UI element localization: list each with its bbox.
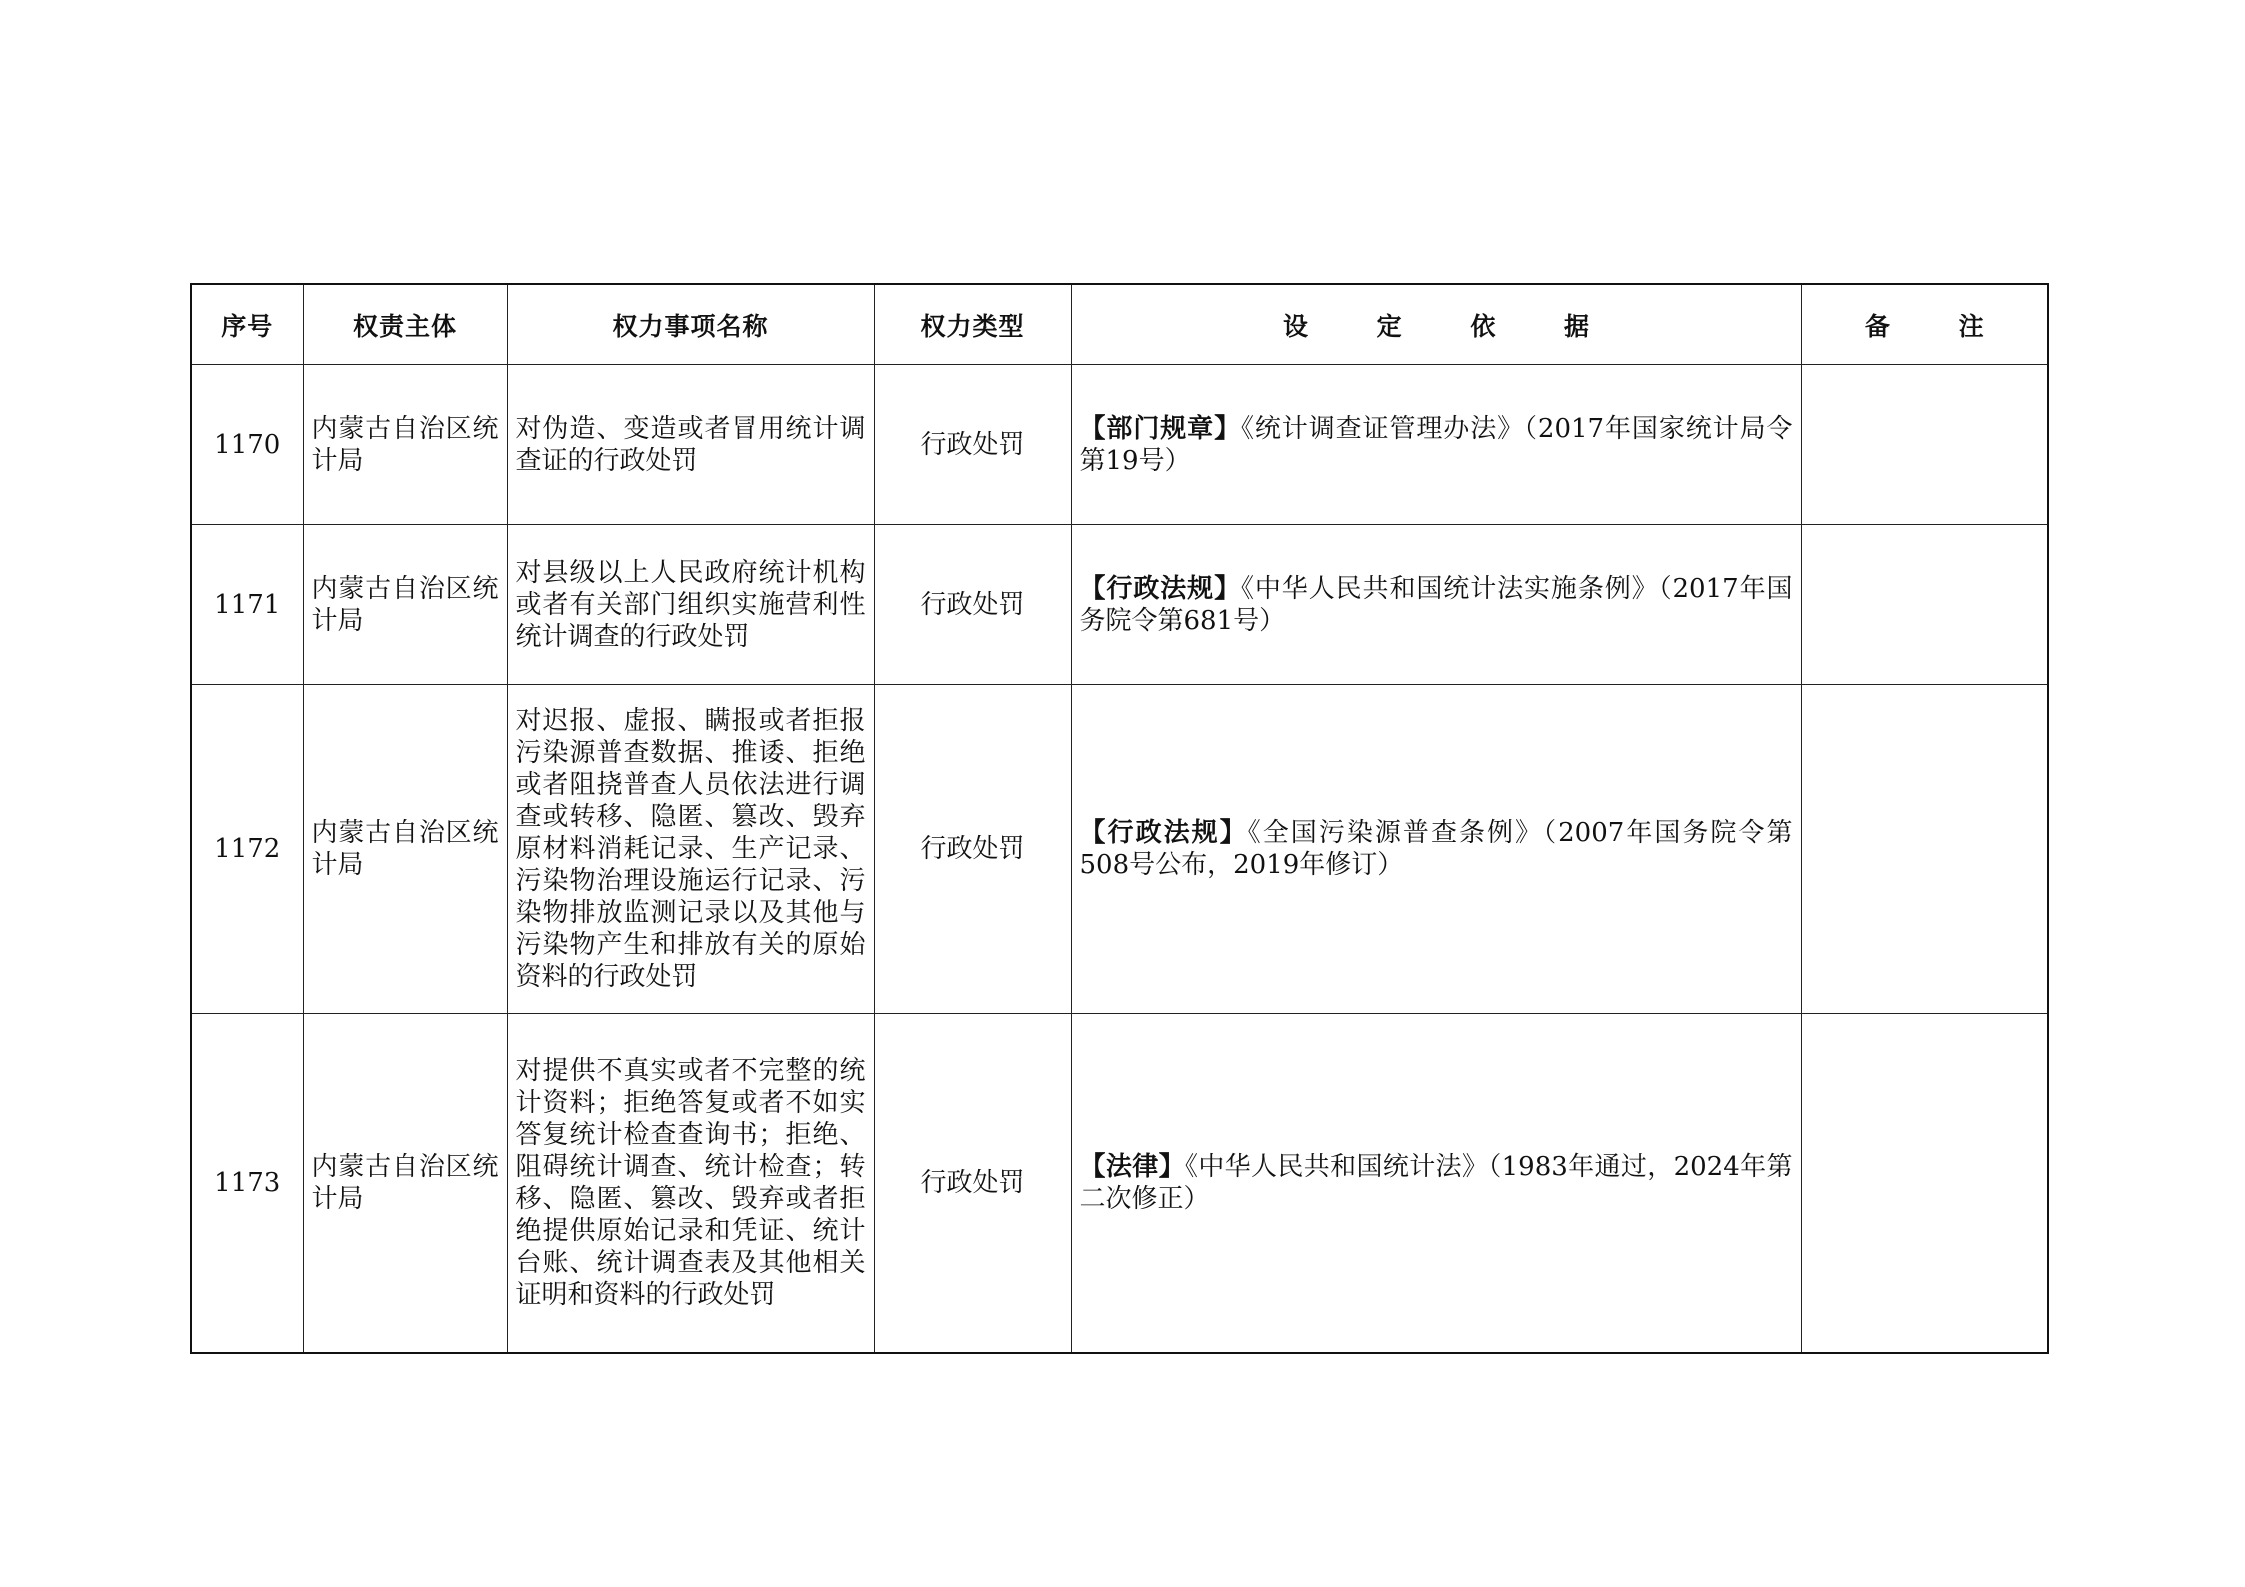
cell-power-type: 行政处罚 <box>874 1014 1071 1354</box>
cell-item-name: 对县级以上人民政府统计机构或者有关部门组织实施营利性统计调查的行政处罚 <box>507 525 874 685</box>
basis-category: 【部门规章】 <box>1079 413 1241 444</box>
basis-text: 《全国污染源普查条例》（2007年国务院令第508号公布，2019年修订） <box>1079 818 1793 880</box>
cell-note <box>1801 365 2048 525</box>
cell-seq: 1172 <box>191 685 303 1014</box>
header-item-name: 权力事项名称 <box>507 284 874 365</box>
header-note: 备 注 <box>1801 284 2048 365</box>
table-row <box>191 685 2048 1014</box>
cell-note <box>1801 1014 2048 1354</box>
cell-power-type: 行政处罚 <box>874 525 1071 685</box>
cell-subject: 内蒙古自治区统计局 <box>303 685 507 1014</box>
power-list-table <box>190 283 2049 1354</box>
basis-text: 《统计调查证管理办法》（2017年国家统计局令第19号） <box>1079 413 1793 476</box>
cell-power-type: 行政处罚 <box>874 365 1071 525</box>
cell-legal-basis <box>1071 685 1801 1014</box>
cell-item-name: 对伪造、变造或者冒用统计调查证的行政处罚 <box>507 365 874 525</box>
cell-note <box>1801 685 2048 1014</box>
basis-category: 【法律】 <box>1079 1152 1185 1182</box>
basis-text: 《中华人民共和国统计法实施条例》（2017年国务院令第681号） <box>1079 573 1793 636</box>
cell-note <box>1801 525 2048 685</box>
header-power-type: 权力类型 <box>874 284 1071 365</box>
cell-subject: 内蒙古自治区统计局 <box>303 365 507 525</box>
header-legal-basis: 设 定 依 据 <box>1071 284 1801 365</box>
cell-item-name: 对提供不真实或者不完整的统计资料；拒绝答复或者不如实答复统计检查查询书；拒绝、阻碍统计调查、统计检查；转移、隐匿、篡改、毁弃或者拒绝提供原始记录和凭证、统计台账、统计调查表及其他相关证明和资料的行政处罚 <box>507 1014 874 1354</box>
basis-category: 【行政法规】 <box>1079 818 1248 848</box>
table-header-row <box>191 284 2048 365</box>
cell-legal-basis <box>1071 525 1801 685</box>
cell-subject: 内蒙古自治区统计局 <box>303 1014 507 1354</box>
table-row <box>191 365 2048 525</box>
basis-text: 《中华人民共和国统计法》（1983年通过，2024年第二次修正） <box>1079 1152 1793 1214</box>
cell-seq: 1171 <box>191 525 303 685</box>
table-row <box>191 1014 2048 1354</box>
cell-power-type: 行政处罚 <box>874 685 1071 1014</box>
basis-category: 【行政法规】 <box>1079 573 1241 604</box>
header-seq: 序号 <box>191 284 303 365</box>
table-row <box>191 525 2048 685</box>
cell-seq: 1173 <box>191 1014 303 1354</box>
cell-legal-basis <box>1071 365 1801 525</box>
cell-item-name: 对迟报、虚报、瞒报或者拒报污染源普查数据、推诿、拒绝或者阻挠普查人员依法进行调查或转移、隐匿、篡改、毁弃原材料消耗记录、生产记录、污染物治理设施运行记录、污染物排放监测记录以及其他与污染物产生和排放有关的原始资料的行政处罚 <box>507 685 874 1014</box>
cell-subject: 内蒙古自治区统计局 <box>303 525 507 685</box>
cell-legal-basis <box>1071 1014 1801 1354</box>
header-subject: 权责主体 <box>303 284 507 365</box>
cell-seq: 1170 <box>191 365 303 525</box>
